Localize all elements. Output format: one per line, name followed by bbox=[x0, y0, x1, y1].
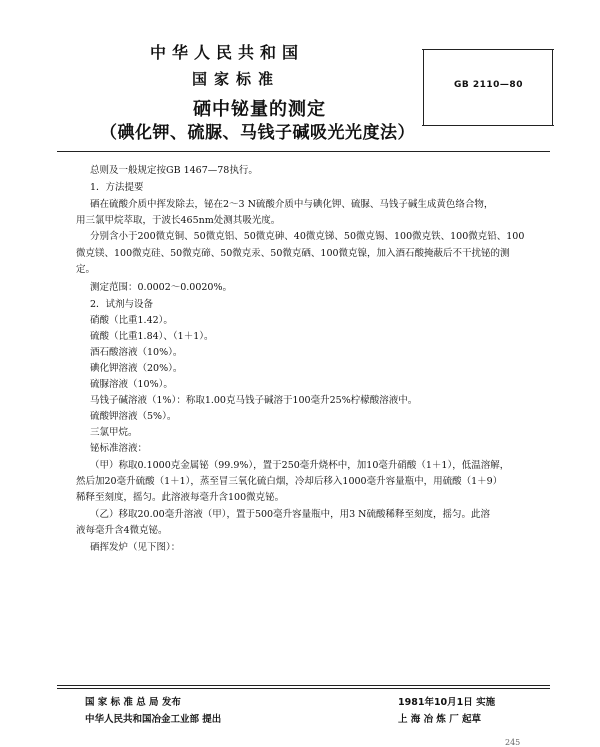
footer-divider bbox=[57, 685, 550, 686]
paragraph-line: 定。 bbox=[76, 264, 96, 275]
apparatus-line: 硒挥发炉（见下图）： bbox=[90, 542, 181, 553]
proposer: 中华人民共和国冶金工业部 提出 bbox=[85, 714, 222, 725]
reagent-item: 三氯甲烷。 bbox=[90, 427, 138, 438]
section-2-heading: 2．试剂与设备 bbox=[90, 299, 154, 310]
paragraph-line: 微克镁、100微克硅、50微克碲、50微克汞、50微克硒、100微克镍，加入酒石酸掩蔽后不干扰铋的测 bbox=[76, 248, 510, 259]
reagent-item: 碘化钾溶液（20%）。 bbox=[90, 363, 183, 374]
paragraph-line: （甲）称取0.1000克金属铋（99.9%），置于250毫升烧杯中，加10毫升硝酸（1＋1），低温溶解， bbox=[90, 460, 510, 471]
issuer: 国 家 标 准 总 局 发布 bbox=[85, 697, 181, 708]
reagent-item: 硫酸钾溶液（5%）。 bbox=[90, 411, 177, 422]
reagent-item: 硝酸（比重1.42）。 bbox=[90, 315, 173, 326]
paragraph-line: （乙）移取20.00毫升溶液（甲），置于500毫升容量瓶中，用3 N硫酸稀释至刻度，摇匀。此溶 bbox=[90, 509, 490, 520]
header-divider bbox=[57, 151, 550, 152]
paragraph-line: 硒在硫酸介质中挥发除去，铋在2～3 N硫酸介质中与碘化钾、硫脲、马钱子碱生成黄色络合物， bbox=[90, 199, 494, 210]
document-subtitle: （碘化钾、硫脲、马钱子碱吸光光度法） bbox=[100, 123, 415, 143]
drafter: 上 海 冶 炼 厂 起草 bbox=[398, 714, 482, 725]
reagent-item: 酒石酸溶液（10%）。 bbox=[90, 347, 183, 358]
paragraph-line: 用三氯甲烷萃取，于波长465nm处测其吸光度。 bbox=[76, 215, 281, 226]
page-number: 245 bbox=[505, 738, 521, 747]
implementation-date: 1981年10月1日 实施 bbox=[398, 697, 496, 708]
paragraph-line: 分别含小于200微克铜、50微克铝、50微克砷、40微克锑、50微克锡、100微克铁、100微克铅、100 bbox=[90, 231, 525, 242]
reagent-item: 马钱子碱溶液（1%）：称取1.00克马钱子碱溶于100毫升25%柠檬酸溶液中。 bbox=[90, 395, 418, 406]
general-clause: 总则及一般规定按GB 1467—78执行。 bbox=[90, 165, 258, 176]
country-heading: 中华人民共和国 bbox=[150, 43, 305, 62]
paragraph-line: 稀释至刻度，摇匀。此溶液每毫升含100微克铋。 bbox=[76, 492, 285, 503]
document-title: 硒中铋量的测定 bbox=[193, 99, 326, 120]
standard-code: GB 2110—80 bbox=[454, 80, 523, 90]
standard-type-heading: 国家标准 bbox=[192, 70, 281, 88]
paragraph-line: 液每毫升含4微克铋。 bbox=[76, 525, 168, 536]
reagent-item: 硫脲溶液（10%）。 bbox=[90, 379, 173, 390]
standard-code-box bbox=[423, 49, 553, 126]
reagent-item: 硫酸（比重1.84）、（1＋1）。 bbox=[90, 331, 214, 342]
measurement-range: 测定范围：0.0002～0.0020%。 bbox=[90, 282, 233, 293]
section-1-heading: 1．方法提要 bbox=[90, 182, 144, 193]
reagent-item: 铋标准溶液： bbox=[90, 443, 148, 454]
paragraph-line: 然后加20毫升硫酸（1＋1），蒸至冒三氧化硫白烟，冷却后移入1000毫升容量瓶中，用硫酸（1＋9） bbox=[76, 476, 503, 487]
footer-divider bbox=[57, 688, 550, 689]
